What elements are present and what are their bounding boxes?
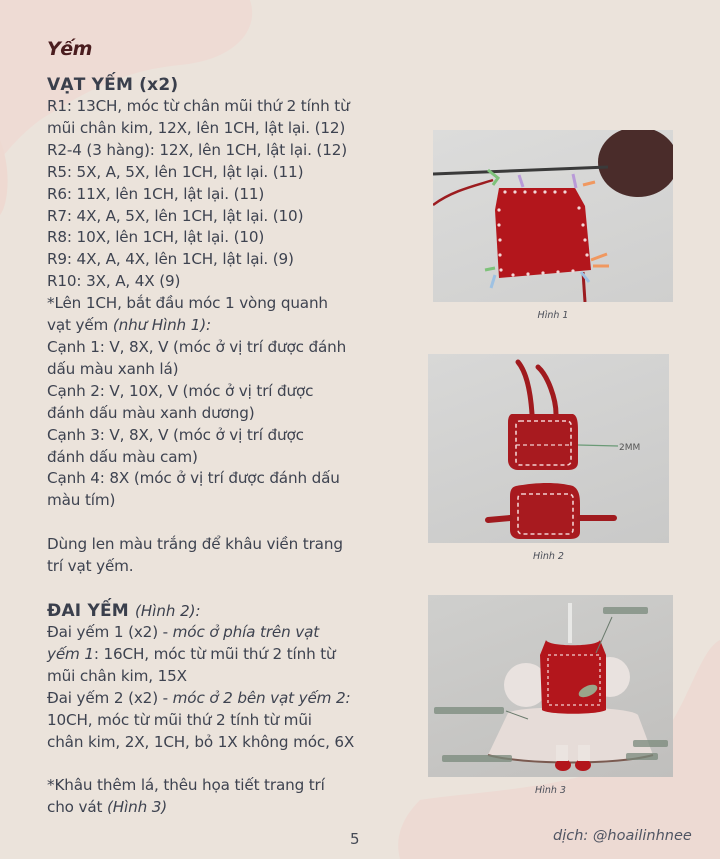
note-line: Dùng len màu trắng để khâu viền trang bbox=[47, 535, 343, 554]
pattern-text-column bbox=[47, 74, 407, 819]
pattern-row: R2-4 (3 hàng): 12X, lên 1CH, lật lại. (12) bbox=[47, 140, 348, 159]
figure-reference: (Hình 3) bbox=[106, 798, 168, 817]
strap-1-line bbox=[47, 622, 407, 644]
strap-1-note: yếm 1 bbox=[47, 644, 94, 663]
figure-reference: (như Hình 1): bbox=[112, 316, 211, 335]
spacer bbox=[47, 512, 407, 534]
strap-2-note: móc ở 2 bên vạt yếm 2: bbox=[172, 688, 351, 707]
pattern-row: R6: 11X, lên 1CH, lật lại. (11) bbox=[47, 184, 265, 203]
crochet-bib-and-straps-image bbox=[428, 354, 669, 543]
translator-credit: dịch: @hoailinhnee bbox=[553, 828, 692, 844]
final-note-line: *Khâu thêm lá, thêu họa tiết trang trí bbox=[47, 776, 325, 795]
border-intro-text: vạt yếm bbox=[47, 316, 113, 335]
pattern-row: R1: 13CH, móc từ chân mũi thứ 2 tính từ bbox=[47, 97, 350, 115]
crochet-bib-piece-image bbox=[433, 130, 673, 302]
dai-yem-heading bbox=[47, 600, 407, 622]
figure-3-photo bbox=[428, 595, 673, 777]
edge-instruction: Cạnh 1: V, 8X, V (móc ở vị trí được đánh bbox=[47, 337, 347, 356]
figure-2-photo bbox=[428, 354, 669, 543]
figure-1-caption: Hình 1 bbox=[537, 310, 569, 321]
spacer bbox=[47, 578, 407, 600]
figure-1 bbox=[433, 130, 673, 325]
pattern-row: R10: 3X, A, 4X (9) bbox=[47, 272, 181, 291]
annotation-2mm: 2MM bbox=[619, 443, 641, 453]
strap-1-note: móc ở phía trên vạt bbox=[172, 623, 320, 642]
pattern-row: R5: 5X, A, 5X, lên 1CH, lật lại. (11) bbox=[47, 162, 304, 181]
strap-2-line bbox=[47, 688, 407, 710]
edge-instruction: màu tím) bbox=[47, 491, 116, 510]
strap-2-line: chân kim, 2X, 1CH, bỏ 1X không móc, 6X bbox=[47, 732, 355, 751]
page-number: 5 bbox=[350, 830, 360, 848]
pattern-row: *Lên 1CH, bắt đầu móc 1 vòng quanh bbox=[47, 294, 328, 313]
final-note-line bbox=[47, 797, 407, 819]
pattern-row: mũi chân kim, 12X, lên 1CH, lật lại. (12) bbox=[47, 118, 346, 137]
strap-1-line: mũi chân kim, 15X bbox=[47, 666, 187, 685]
pattern-row: R9: 4X, A, 4X, lên 1CH, lật lại. (9) bbox=[47, 250, 294, 269]
pattern-row: R7: 4X, A, 5X, lên 1CH, lật lại. (10) bbox=[47, 206, 304, 225]
edge-instruction: Cạnh 3: V, 8X, V (móc ở vị trí được bbox=[47, 425, 304, 444]
dai-yem-heading-text: ĐAI YẾM bbox=[47, 601, 129, 622]
figure-1-photo bbox=[433, 130, 673, 302]
figure-3-caption: Hình 3 bbox=[535, 785, 566, 796]
figure-3 bbox=[428, 595, 673, 800]
final-note-text: cho vát bbox=[47, 798, 107, 817]
edge-instruction: đánh dấu màu xanh dương) bbox=[47, 403, 255, 422]
finished-doll-dress-image bbox=[428, 595, 673, 777]
figure-2 bbox=[428, 354, 669, 567]
strap-1-instruction: : 16CH, móc từ mũi thứ 2 tính từ bbox=[93, 644, 336, 663]
edge-instruction: Cạnh 4: 8X (móc ở vị trí được đánh dấu bbox=[47, 469, 340, 488]
border-intro bbox=[47, 315, 407, 337]
figure-2-caption: Hình 2 bbox=[533, 551, 564, 562]
stitch-marker-purple bbox=[519, 174, 576, 188]
spacer bbox=[47, 753, 407, 775]
edge-instruction: dấu màu xanh lá) bbox=[47, 359, 179, 378]
edge-instruction: đánh dấu màu cam) bbox=[47, 447, 198, 466]
page-title: Yếm bbox=[47, 38, 92, 60]
note-line: trí vạt yếm. bbox=[47, 557, 134, 576]
strap-1-line bbox=[47, 644, 407, 666]
strap-2-line: 10CH, móc từ mũi thứ 2 tính từ mũi bbox=[47, 710, 312, 729]
edge-instruction: Cạnh 2: V, 10X, V (móc ở vị trí được bbox=[47, 381, 314, 400]
strap-2-label: Đai yếm 2 (x2) - bbox=[47, 688, 173, 707]
vat-yem-heading: VẠT YẾM (x2) bbox=[47, 75, 179, 95]
pattern-row: R8: 10X, lên 1CH, lật lại. (10) bbox=[47, 228, 265, 247]
figure-reference: (Hình 2): bbox=[135, 602, 201, 621]
strap-1-label: Đai yếm 1 (x2) - bbox=[47, 623, 173, 642]
